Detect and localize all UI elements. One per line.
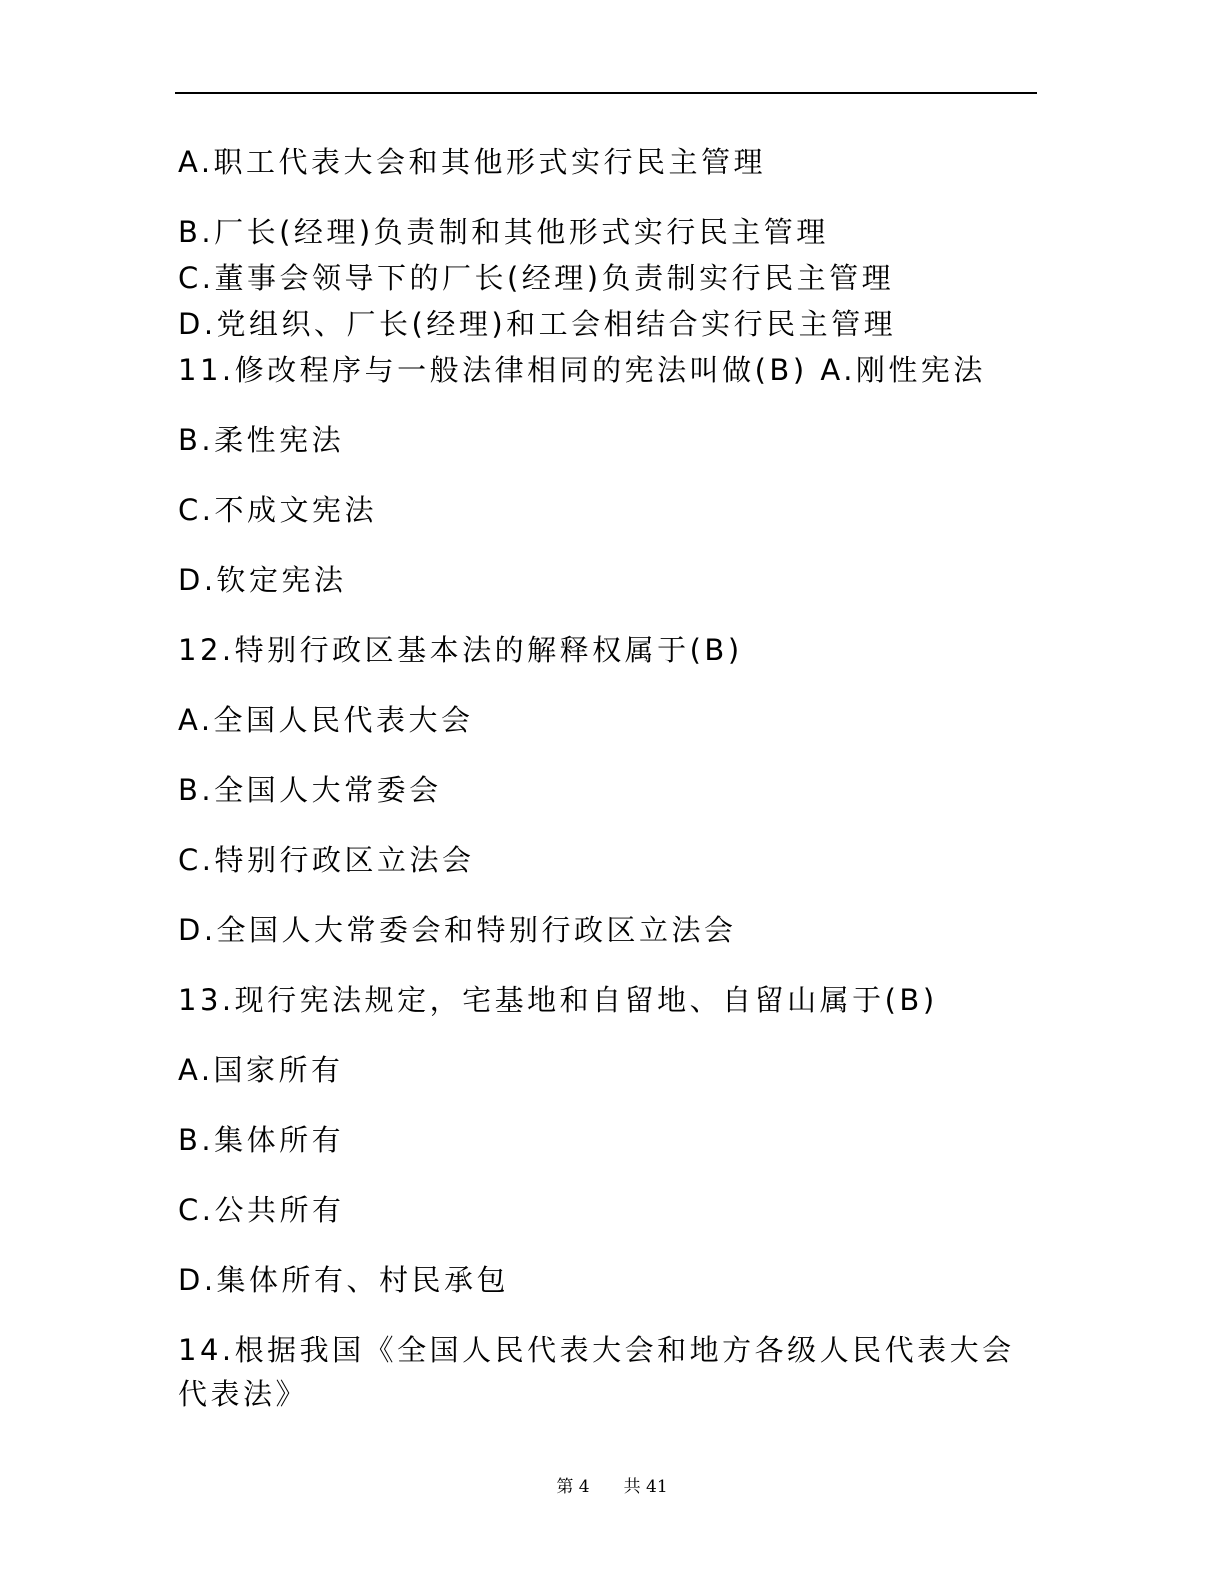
option-line: C.董事会领导下的厂长(经理)负责制实行民主管理 [178,261,895,295]
option-line: C.公共所有 [178,1193,345,1227]
option-line: D.集体所有、村民承包 [178,1263,510,1297]
question-line-continued: 代表法》 [178,1377,309,1411]
page-footer [0,1476,1224,1498]
question-line: 13.现行宪法规定，宅基地和自留地、自留山属于(B) [178,983,938,1017]
option-line: D.党组织、厂长(经理)和工会相结合实行民主管理 [178,307,897,341]
option-line: B.柔性宪法 [178,423,345,457]
option-line: B.全国人大常委会 [178,773,442,807]
question-line: 11.修改程序与一般法律相同的宪法叫做(B) A.刚性宪法 [178,353,986,387]
page-number: 第 4 [556,1477,590,1497]
option-line: A.职工代表大会和其他形式实行民主管理 [178,145,767,179]
page-total: 共 41 [623,1477,668,1497]
option-line: C.不成文宪法 [178,493,377,527]
option-line: A.全国人民代表大会 [178,703,474,737]
option-line: B.集体所有 [178,1123,345,1157]
option-line: B.厂长(经理)负责制和其他形式实行民主管理 [178,215,829,249]
option-line: D.全国人大常委会和特别行政区立法会 [178,913,737,947]
header-rule [175,92,1037,94]
option-line: C.特别行政区立法会 [178,843,475,877]
question-line: 14.根据我国《全国人民代表大会和地方各级人民代表大会 [178,1333,1015,1367]
option-line: D.钦定宪法 [178,563,347,597]
option-line: A.国家所有 [178,1053,344,1087]
question-line: 12.特别行政区基本法的解释权属于(B) [178,633,743,667]
